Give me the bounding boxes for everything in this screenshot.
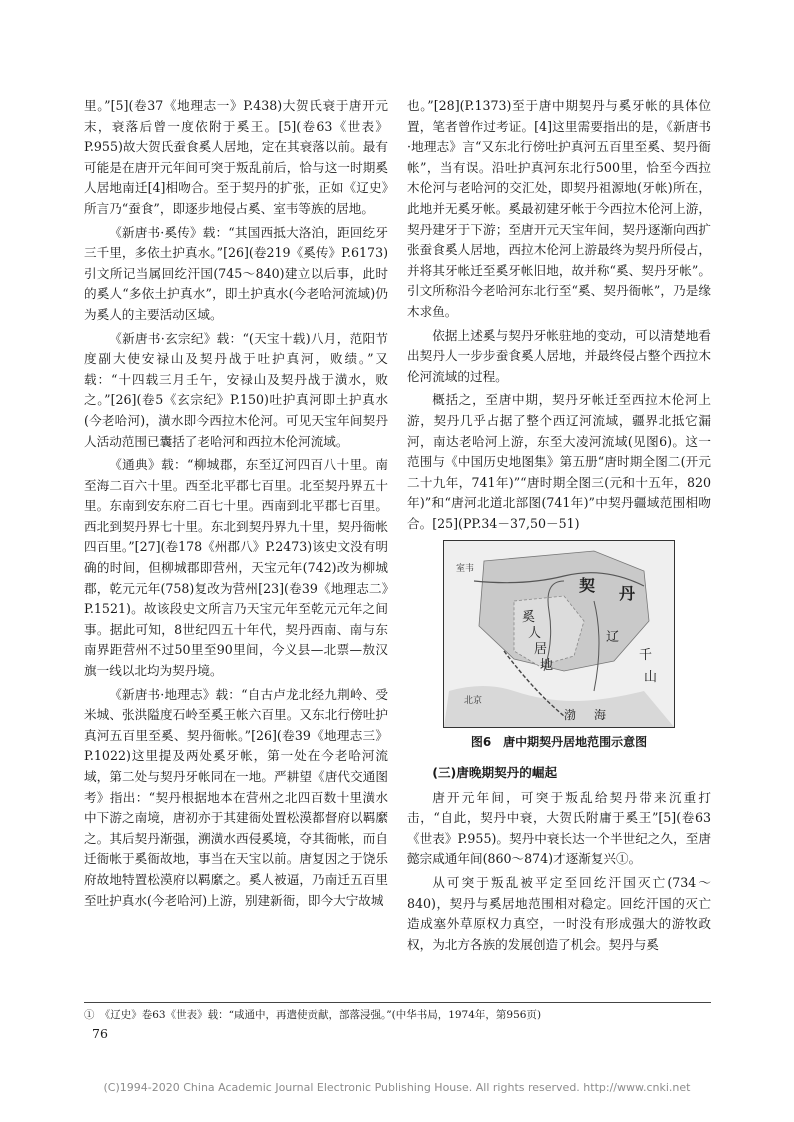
- body-paragraph: 唐开元年间，可突于叛乱给契丹带来沉重打击，“自此，契丹中衰，大贺氏附庸于奚王”[5](卷63《世表》P.955)。契丹中衰长达一个半世纪之久，至唐懿宗咸通年间(860～874)才逐渐复兴①。: [407, 789, 711, 867]
- map-label-khitan: 契: [579, 576, 596, 596]
- map-label-qian: 千: [639, 648, 653, 664]
- body-paragraph: 《新唐书·奚传》载：“其国西抵大洛泊，距回纥牙三千里，多依土护真水。”[26](卷219《奚传》P.6173)引文所记当属回纥汗国(745～840)建立以后事，此时的奚人“多依土护真水”，即土护真水(今老哈河流域)仍为奚人的主要活动区域。: [84, 224, 388, 322]
- map-label-bo: 渤: [564, 708, 577, 723]
- body-paragraph: 概括之，至唐中期，契丹牙帐迁至西拉木伦河上游，契丹几乎占据了整个西辽河流域，疆界北抵它漏河，南达老哈河上游，东至大凌河流域(见图6)。这一范围与《中国历史地图集》第五册“唐时期全图二(开元二十九年，741年)”“唐时期全图三(元和十五年，820年)”和“唐河北道北部图(741年)”中契丹疆域范围相吻合。[25](PP.34－37,50－51): [407, 392, 711, 531]
- left-column: [84, 96, 388, 914]
- map-label-ren: 人: [528, 626, 542, 642]
- figure-caption: 图6 唐中期契丹居地范围示意图: [470, 735, 648, 750]
- khitan-territory-map: [443, 540, 675, 728]
- page-number: 76: [92, 1026, 108, 1041]
- copyright-notice: (C)1994-2020 China Academic Journal Electronic Publishing House. All rights reserved. http://www.cnki.net: [103, 1081, 691, 1094]
- body-paragraph: 从可突于叛乱被平定至回纥汗国灭亡(734～840)，契丹与奚居地范围相对稳定。回纥汗国的灭亡造成塞外草原权力真空，一时没有形成强大的游牧政权，为北方各族的发展创造了机会。契丹与奚: [407, 875, 711, 952]
- map-label-di: 地: [540, 658, 554, 674]
- body-paragraph: 里。”[5](卷37《地理志一》P.438)大贺氏衰于唐开元末，衰落后曾一度依附于奚王。[5](卷63《世表》P.955)故大贺氏蚕食奚人居地，定在其衰落以前。最有可能是在唐开元年间可突于叛乱前后，恰与这一时期奚人居地南迁[4]相吻合。至于契丹的扩张，正如《辽史》所言乃“蚕食”，即逐步地侵占奚、室韦等族的居地。: [84, 98, 388, 216]
- map-label-liao: 辽: [606, 630, 620, 646]
- body-paragraph: 《新唐书·地理志》载：“自古卢龙北经九荆岭、受米城、张洪隘度石岭至奚王帐六百里。又东北行傍吐护真河五百里至奚、契丹衙帐。”[26](卷39《地理志三》P.1022)这里提及两处奚牙帐，第一处在今老哈河流域，第二处与契丹牙帐同在一地。严耕望《唐代交通图考》指出：“契丹根据地本在营州之北四百数十里潢水中下游之南境，唐初亦于其建衙处置松漠都督府以羁縻之。其后契丹渐强，溯潢水西侵奚境，夺其衙帐，而自迁衙帐于奚衙故地，事当在天宝以前。唐复因之于饶乐府故地特置松漠府以羁縻之。奚人被逼，乃南迁五百里至吐护真水(今老哈河)上游，别建新衙，即今大宁故城: [84, 686, 388, 908]
- footnote: ① 《辽史》卷63《世表》载：“咸通中，再遣使贡献，部落浸强。”(中华书局，1974年，第956页): [84, 1009, 542, 1021]
- map-label-shan: 山: [644, 670, 658, 686]
- map-label-beijing: 北京: [464, 696, 483, 707]
- body-paragraph: 也。”[28](P.1373)至于唐中期契丹与奚牙帐的具体位置，笔者曾作过考证。[4]这里需要指出的是，《新唐书·地理志》言“又东北行傍吐护真河五百里至奚、契丹衙帐”，当有误。沿吐护真河东北行500里，恰至今西拉木伦河与老哈河的交汇处，即契丹祖源地(牙帐)所在，此地并无奚牙帐。奚最初建牙帐于今西拉木伦河上游，契丹建牙于下游；至唐开元天宝年间，契丹逐渐向西扩张蚕食奚人居地，西拉木伦河上游最终为契丹所侵占，并将其牙帐迁至奚牙帐旧地，故并称“奚、契丹牙帐”。引文所称沿今老哈河东北行至“奚、契丹衙帐”，乃是缘木求鱼。: [407, 98, 711, 319]
- map-label-dan: 丹: [619, 584, 636, 604]
- body-paragraph: 《新唐书·玄宗纪》载：“(天宝十载)八月，范阳节度副大使安禄山及契丹战于吐护真河，败绩。”又载：“十四载三月壬午，安禄山及契丹战于潢水，败之。”[26](卷5《玄宗纪》P.150)吐护真河即土护真水(今老哈河)，潢水即今西拉木伦河。可见天宝年间契丹人活动范围已囊括了老哈河和西拉木伦河流域。: [84, 330, 388, 449]
- map-graphic: [444, 541, 674, 727]
- body-paragraph: 依据上述奚与契丹牙帐驻地的变动，可以清楚地看出契丹人一步步蚕食奚人居地，并最终侵占整个西拉木伦河流域的过程。: [407, 327, 711, 384]
- footnote-divider: [84, 1002, 711, 1003]
- map-label-ju: 居: [534, 642, 548, 658]
- right-column: [407, 96, 711, 958]
- map-label-shiwei: 室韦: [456, 564, 475, 575]
- map-label-hai: 海: [594, 708, 607, 723]
- section-heading: (三)唐晚期契丹的崛起: [432, 765, 558, 781]
- body-paragraph: 《通典》载：“柳城郡，东至辽河四百八十里。南至海二百六十里。西至北平郡七百里。北至契丹界五十里。东南到安东府二百七十里。西南到北平郡七百里。西北到契丹界七十里。东北到契丹界九十里，契丹衙帐四百里。”[27](卷178《州郡八》P.2473)该史文没有明确的时间，但柳城郡即营州，天宝元年(742)改为柳城郡，乾元元年(758)复改为营州[23](卷39《地理志二》P.1521)。故该段史文所言乃天宝元年至乾元元年之间事。据此可知，8世纪四五十年代，契丹西南、南与东南界距营州不过50里至90里间，今义县—北票—敖汉旗一线以北均为契丹境。: [84, 457, 388, 679]
- map-label-xi: 奚: [522, 610, 536, 626]
